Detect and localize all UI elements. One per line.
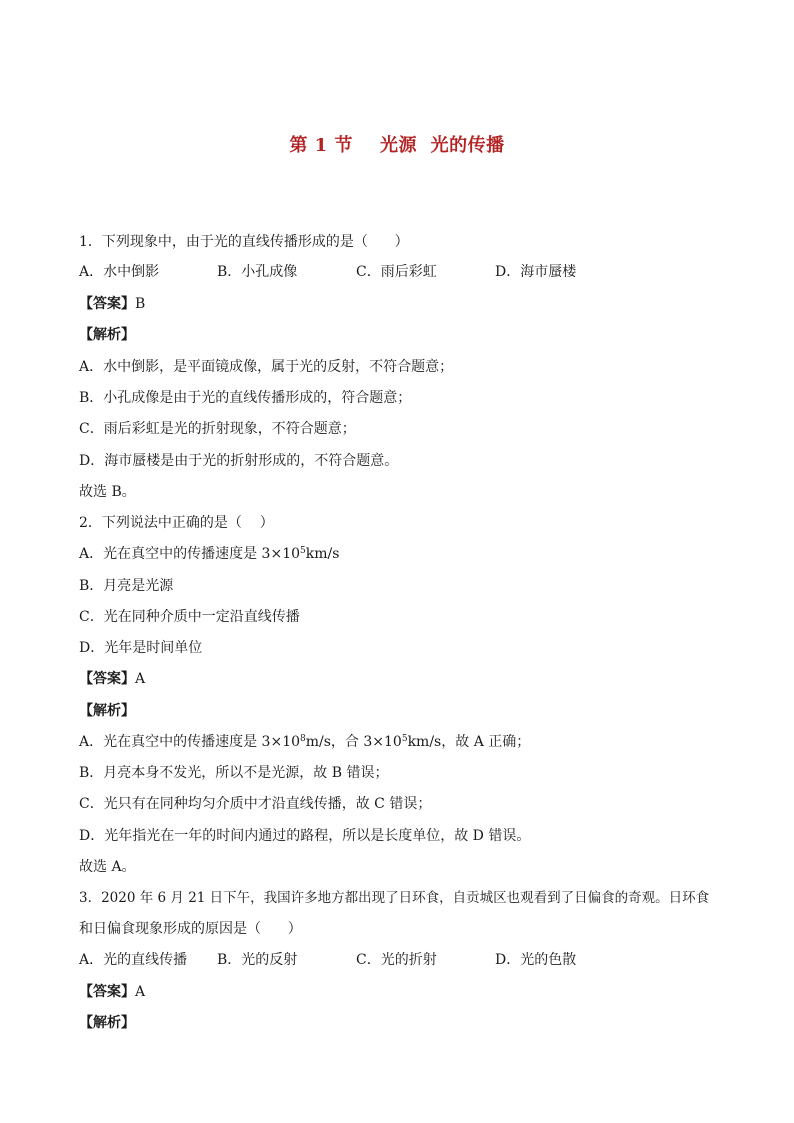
- q3-option-a: A．光的直线传播: [79, 952, 188, 968]
- q2-analysis-a: [79, 732, 530, 752]
- q2-analysis-b: B．月亮本身不发光，所以不是光源，故 B 错误；: [79, 765, 389, 781]
- q2-conclusion: 故选 A。: [79, 859, 136, 875]
- answer-value: A: [135, 671, 146, 687]
- q2-analysis-a-exponent2: 5: [401, 734, 408, 744]
- q2-analysis-a-part3: km/s，故 A 正确；: [407, 734, 531, 750]
- q1-option-d: D．海市蜃楼: [495, 264, 577, 280]
- q2-analysis-a-part1: A．光在真空中的传播速度是 3×10: [79, 734, 301, 750]
- q1-analysis-a: A．水中倒影，是平面镜成像，属于光的反射，不符合题意；: [79, 359, 454, 375]
- q2-option-a-exponent: 5: [300, 546, 306, 556]
- answer-label: 【答案】: [79, 296, 135, 312]
- q1-option-c: C．雨后彩虹: [356, 264, 437, 280]
- q1-option-a: A．水中倒影: [79, 264, 160, 280]
- answer-value: B: [135, 296, 146, 312]
- q2-option-b: B．月亮是光源: [79, 578, 174, 594]
- q2-analysis-a-exponent1: 8: [300, 734, 306, 744]
- q2-analysis-c: C．光只有在同种均匀介质中才沿直线传播，故 C 错误；: [79, 796, 432, 812]
- q1-analysis-d: D．海市蜃楼是由于光的折射形成的，不符合题意。: [79, 453, 399, 469]
- q2-option-c: C．光在同种介质中一定沿直线传播: [79, 609, 300, 625]
- q3-analysis-label: 【解析】: [79, 1015, 135, 1031]
- answer-label: 【答案】: [79, 984, 135, 1000]
- q2-option-a-unit: km/s: [305, 546, 340, 562]
- q3-stem-line2: 和日偏食现象形成的原因是（ ）: [79, 921, 302, 937]
- q3-stem-line1: 3．2020 年 6 月 21 日下午，我国许多地方都出现了日环食，自贡城区也观看到了日偏食的奇观。日环食: [79, 890, 710, 906]
- q2-option-a: [79, 544, 339, 564]
- q2-answer: [79, 669, 145, 689]
- section-title: 第 1 节 光源 光的传播: [289, 135, 505, 156]
- q1-conclusion: 故选 B。: [79, 484, 136, 500]
- q2-option-d: D．光年是时间单位: [79, 640, 203, 656]
- q1-stem: 1．下列现象中，由于光的直线传播形成的是（ ）: [79, 234, 409, 250]
- q1-answer: [79, 294, 145, 314]
- q1-analysis-b: B．小孔成像是由于光的直线传播形成的，符合题意；: [79, 390, 412, 406]
- q3-answer: [79, 982, 145, 1002]
- q3-option-b: B．光的反射: [217, 952, 298, 968]
- q2-analysis-a-part2: m/s，合 3×10: [305, 734, 402, 750]
- q3-option-d: D．光的色散: [495, 952, 577, 968]
- q3-option-c: C．光的折射: [356, 952, 437, 968]
- answer-label: 【答案】: [79, 671, 135, 687]
- q1-option-b: B．小孔成像: [217, 264, 298, 280]
- q1-analysis-label: 【解析】: [79, 327, 135, 343]
- q2-option-a-text: A．光在真空中的传播速度是 3×10: [79, 546, 301, 562]
- q2-analysis-label: 【解析】: [79, 703, 135, 719]
- q1-analysis-c: C．雨后彩虹是光的折射现象，不符合题意；: [79, 421, 356, 437]
- q2-analysis-d: D．光年指光在一年的时间内通过的路程，所以是长度单位，故 D 错误。: [79, 828, 531, 844]
- answer-value: A: [135, 984, 146, 1000]
- q2-stem: 2．下列说法中正确的是（ ）: [79, 515, 274, 531]
